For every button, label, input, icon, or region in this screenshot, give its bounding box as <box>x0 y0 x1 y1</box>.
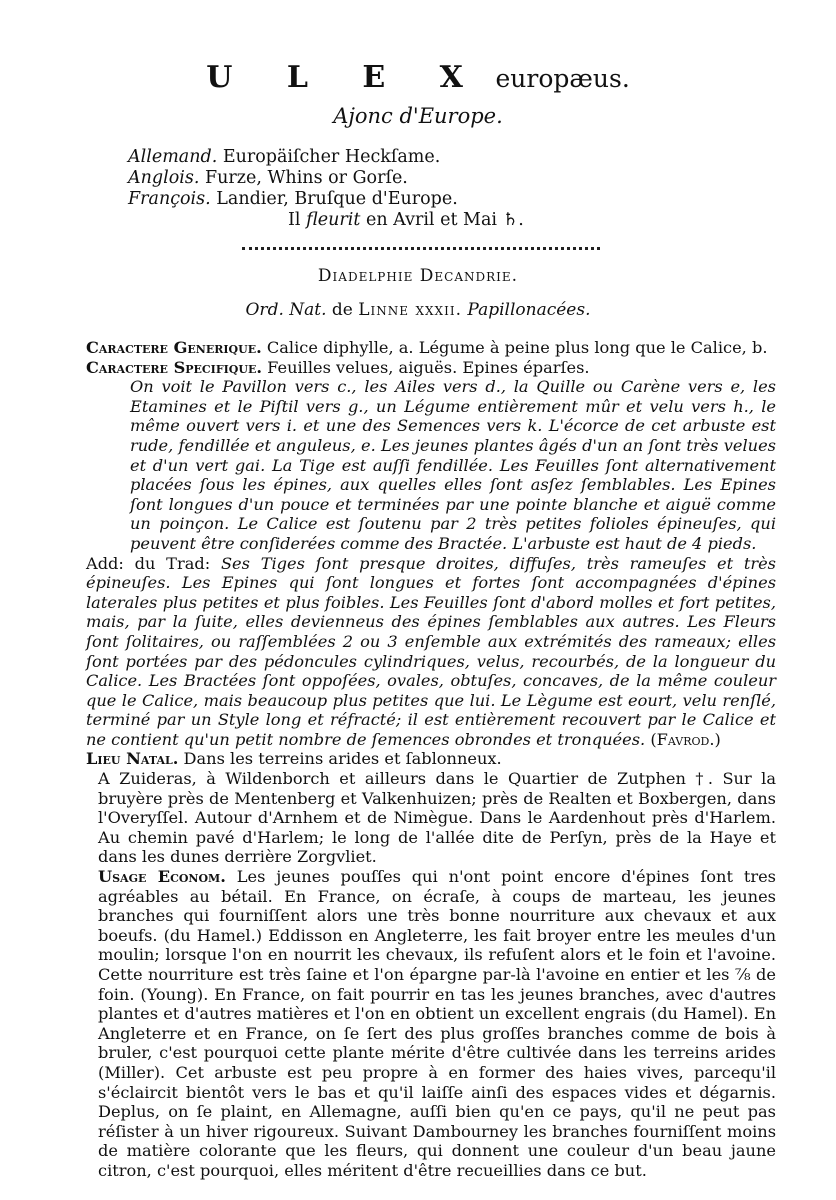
vernacular-row-french <box>128 189 524 210</box>
vernacular-name: Landier, Bruſque d'Europe. <box>216 189 458 209</box>
main-text <box>86 338 776 1181</box>
economic-use: Usage Econom. Les jeunes pouſſes qui n'ont point encore d'épines ſont tres agréables au bétail. En France, on écraſe, à coups de marteau, les jeunes branches qui fourniſſent alors une très bonne nourriture aux chevaux et aux boeufs. (du Hamel.) Eddisson en Angleterre, les fait broyer entre les meules d'un moulin; lorsque l'on en nourrit les chevaux, ils refuſent alors et le foin et l'avoine. Cette nourriture est très ſaine et l'on épargne par-là l'avoine en entier et les ⅞ de foin. (Young). En France, on fait pourrir en tas les jeunes branches, avec d'autres plantes et d'autres matières et l'on en obtient un excellent engrais (du Hamel). En Angleterre et en France, on ſe ſert des plus groſſes branches comme de bois à bruler, c'est pourquoi cette plante mérite d'être cultivée dans les terreins arides (Miller). Cet arbuste est peu propre à en former des haies vives, parcequ'il s'éclaircit bientôt vers le bas et qu'il laiſſe ainſi des espaces vides et dégarnis. Deplus, on ſe plaint, en Allemagne, auſſi bien qu'en ce pays, qu'il ne peut pas réſister à un hiver rigoureux. Suivant Dambourney les branches fourniſſent moins de matière colorante que les fleurs, qui donnent une couleur d'un beau jaune citron, c'est pourquoi, elles méritent d'être recueillies dans ce but. <box>98 867 776 1180</box>
vernacular-name: Europäiſcher Heckſame. <box>222 147 441 167</box>
translator-addition: Add: du Trad: Ses Tiges ſont presque droites, diffuſes, très rameuſes et très épineuſes. Les Epines qui ſont longues et fortes ſont accompagnées d'épines laterales plus petites et plus foibles. Les Feuilles ſont d'abord molles et fort petites, mais, par la ſuite, elles devienneus des épines ſemblables aux autres. Les Fleurs ſont ſolitaires, ou raſſemblées 2 ou 3 enſemble aux extrémités des rameaux; elles ſont portées par des pédoncules cylindriques, velus, recourbés, de la longueur du Calice. Les Bractées ſont oppoſées, ovales, obtuſes, concaves, de la même couleur que le Calice, mais beaucoup plus petites que lui. Le Lègume est eourt, velu renſlé, terminé par un Style long et réfracté; il est entièrement recouvert par le Calice et ne contient qu'un petit nombre de ſemences obrondes et tronquées. (Favrod.) <box>86 553 776 749</box>
linnaean-class: Diadelphie Decandrie. <box>317 266 519 286</box>
species-epithet: europæus. <box>495 64 630 93</box>
flowering-line: Il fleurit en Avril et Mai ♄. <box>288 210 524 230</box>
habitat-localities: A Zuideras, à Wildenborch et ailleurs dans le Quartier de Zutphen †. Sur la bruyère près de Mentenberg et Valkenhuizen; près de Realten et Boxbergen, dans l'Overyſſel. Autour d'Arnhem et de Nimègue. Dans le Aardenhout près d'Harlem. Au chemin pavé d'Harlem; le long de l'allée dite de Perſyn, près de la Haye et dans les dunes derrière Zorgvliet. <box>98 769 776 867</box>
vernacular-name: Furze, Whins or Gorſe. <box>204 168 408 188</box>
vernacular-row-german <box>128 147 524 168</box>
plate-description: On voit le Pavillon vers c., les Ailes vers d., la Quille ou Carène vers e, les Etamines et le Piſtil vers g., un Légume entièrement mûr et velu vers h., le même ouvert vers i. et une des Semences vers k. L'écorce de cet arbuste est rude, fendillée et anguleus, e. Les jeunes plantes âgés d'un an ſont très velues et d'un vert gai. La Tige est auſſi fendillée. Les Feuilles ſont alternativement placées ſous les épines, aux quelles elles ſont asſez ſemblables. Les Epines ſont longues d'un pouce et terminées par une pointe blanche et aiguë comme un poinçon. Le Calice est ſoutenu par 2 très petites folioles épineuſes, qui peuvent être conſiderées comme des Bractée. L'arbuste est haut de 4 pieds. <box>130 377 776 553</box>
natural-order: Ord. Nat. de Linne xxxii. Papillonacées. <box>245 300 591 320</box>
french-common-name: Ajonc d'Europe. <box>333 104 503 128</box>
generic-character: Caractere Generique. Calice diphylle, a. Légume à peine plus long que le Calice, b. <box>86 338 768 357</box>
genus-name: U L E X <box>206 60 485 95</box>
native-habitat: Lieu Natal. Dans les terreins arides et ſablonneux. <box>86 749 502 769</box>
ornamental-rule <box>242 247 600 250</box>
language-label: Anglois. <box>128 168 200 188</box>
language-label: François. <box>128 189 211 209</box>
species-title <box>0 60 836 95</box>
specific-character: Caractere Specifique. Feuilles velues, aiguës. Epines éparſes. <box>86 357 590 377</box>
language-label: Allemand. <box>128 147 218 167</box>
vernacular-row-english <box>128 168 524 189</box>
vernacular-names <box>128 147 524 231</box>
